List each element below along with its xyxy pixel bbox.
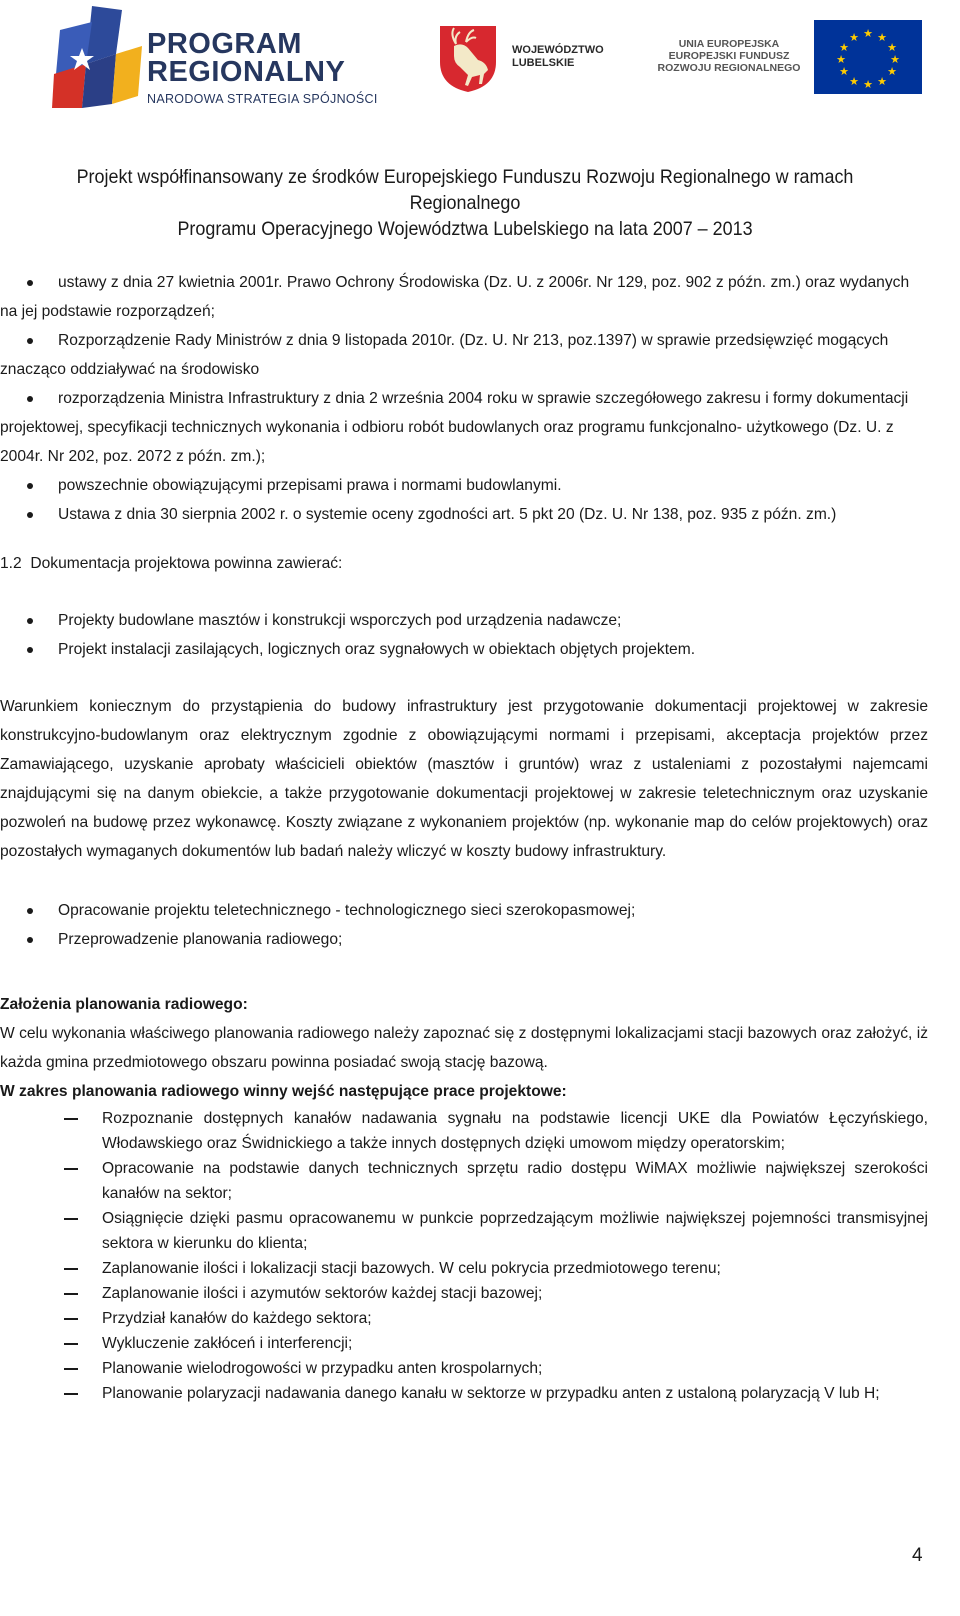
- project-docs-list: [0, 606, 928, 664]
- scope-heading: W zakres planowania radiowego winny wejść następujące prace projektowe:: [0, 1083, 567, 1100]
- bullet-icon: [27, 396, 33, 402]
- list-item: [0, 1306, 928, 1331]
- dash-icon: [64, 1393, 78, 1395]
- dash-icon: [64, 1168, 78, 1170]
- bullet-icon: [27, 280, 33, 286]
- svg-text:★: ★: [863, 27, 873, 40]
- list-item: [0, 268, 928, 326]
- wojewodztwo-lubelskie-logo: [436, 22, 636, 97]
- eu-flag-icon: [814, 20, 922, 94]
- svg-text:★: ★: [887, 65, 897, 78]
- list-item: [0, 1256, 928, 1281]
- bullet-icon: [27, 647, 33, 653]
- design-tasks-list: [0, 896, 928, 954]
- dash-icon: [64, 1318, 78, 1320]
- svg-text:★: ★: [863, 78, 873, 91]
- svg-text:★: ★: [877, 75, 887, 88]
- svg-text:★: ★: [849, 75, 859, 88]
- list-item: [0, 1381, 928, 1406]
- list-item: [0, 606, 928, 635]
- legal-basis-list: [0, 268, 928, 529]
- list-item: [0, 326, 928, 384]
- list-item-text: Ustawa z dnia 30 sierpnia 2002 r. o systemie oceny zgodności art. 5 pkt 20 (Dz. U. Nr 138, poz. 935 z późn. zm.): [58, 506, 837, 523]
- list-item-text: Osiągnięcie dzięki pasmu opracowanemu w punkcie poprzedzającym możliwie największej pojemności transmisyjnej sektora w kierunku do klienta;: [102, 1210, 928, 1252]
- list-item: [0, 1331, 928, 1356]
- section-heading: 1.2 Dokumentacja projektowa powinna zawierać:: [0, 555, 343, 572]
- svg-text:★: ★: [836, 53, 846, 66]
- region-logo-line2: LUBELSKIE: [512, 57, 575, 69]
- list-item-text: Planowanie polaryzacji nadawania danego kanału w sektorze w przypadku anten z ustaloną polaryzacją V lub H;: [102, 1385, 880, 1402]
- bullet-icon: [27, 618, 33, 624]
- dash-icon: [64, 1268, 78, 1270]
- program-regionalny-logo: [52, 4, 382, 110]
- region-logo-line1: WOJEWÓDZTWO: [512, 44, 604, 56]
- svg-text:★: ★: [890, 53, 900, 66]
- list-item: [0, 471, 928, 500]
- bullet-icon: [27, 483, 33, 489]
- list-item-text: Rozpoznanie dostępnych kanałów nadawania sygnału na podstawie licencji UKE dla Powiatów Łęczyńskiego, Włodawskiego oraz Świdnickiego a także innych dostępnych dzięki umowom między operatorskim;: [102, 1110, 928, 1152]
- svg-text:★: ★: [877, 31, 887, 44]
- lublin-deer-shield-icon: [436, 22, 500, 94]
- program-regionalny-emblem-icon: [52, 4, 144, 110]
- list-item: [0, 500, 928, 529]
- list-item: [0, 635, 928, 664]
- document-body: [0, 268, 928, 1406]
- page-number: 4: [912, 1545, 923, 1566]
- list-item: [0, 1106, 928, 1156]
- program-logo-line1: PROGRAM: [147, 28, 302, 60]
- list-item-text: Rozporządzenie Rady Ministrów z dnia 9 listopada 2010r. (Dz. U. Nr 213, poz.1397) w sprawie przedsięwzięć mogących znacząco oddziaływać na środowisko: [0, 332, 889, 378]
- program-logo-tagline: NARODOWA STRATEGIA SPÓJNOŚCI: [147, 92, 378, 106]
- svg-text:★: ★: [839, 41, 849, 54]
- cofinancing-line1: Projekt współfinansowany ze środków Europejskiego Funduszu Rozwoju Regionalnego w ramach Regionalnego: [76, 166, 854, 214]
- scope-list: [0, 1106, 928, 1406]
- list-item-text: Przydział kanałów do każdego sektora;: [102, 1310, 372, 1327]
- svg-text:★: ★: [839, 65, 849, 78]
- svg-text:★: ★: [887, 41, 897, 54]
- conditions-paragraph: Warunkiem koniecznym do przystąpienia do budowy infrastruktury jest przygotowanie dokumentacji projektowej w zakresie konstrukcyjno-budowlanym oraz elektrycznym zgodnie z obowiązującymi normami i przepisami, akceptacja projektów przez Zamawiającego, uzyskanie aprobaty właścicieli obiektów (masztów i gruntów) wraz z ustaleniami z pozostałymi najemcami znajdującymi się na danym obiekcie, a także przygotowanie dokumentacji projektowej w zakresie teletechnicznym oraz uzyskanie pozwoleń na budowę przez wykonawcę. Koszty związane z wykonaniem projektów (np. wykonanie map do celów projektowych) oraz pozostałych wymaganych dokumentów lub badań należy wliczyć w koszty budowy infrastruktury.: [0, 698, 928, 860]
- dash-icon: [64, 1218, 78, 1220]
- list-item-text: Projekt instalacji zasilających, logicznych oraz sygnałowych w obiektach objętych projektem.: [58, 641, 696, 658]
- eu-logo-line3: ROZWOJU REGIONALNEGO: [657, 62, 801, 74]
- dash-icon: [64, 1118, 78, 1120]
- list-item-text: Zaplanowanie ilości i lokalizacji stacji bazowych. W celu pokrycia przedmiotowego terenu;: [102, 1260, 721, 1277]
- dash-icon: [64, 1368, 78, 1370]
- program-logo-line2: REGIONALNY: [147, 56, 346, 88]
- eu-logo-line1: UNIA EUROPEJSKA: [678, 38, 780, 50]
- list-item-text: Opracowanie projektu teletechnicznego - technologicznego sieci szerokopasmowej;: [58, 902, 636, 919]
- list-item-text: rozporządzenia Ministra Infrastruktury z dnia 2 września 2004 roku w sprawie szczegółowego zakresu i formy dokumentacji projektowej, specyfikacji technicznych wykonania i odbioru robót budowlanych oraz programu funkcjonalno- użytkowego (Dz. U. z 2004r. Nr 202, poz. 2072 z późn. zm.);: [0, 390, 909, 465]
- svg-text:★: ★: [849, 31, 859, 44]
- list-item: [0, 1281, 928, 1306]
- list-item: [0, 896, 928, 925]
- dash-icon: [64, 1343, 78, 1345]
- list-item-text: Planowanie wielodrogowości w przypadku anten krospolarnych;: [102, 1360, 543, 1377]
- list-item-text: Opracowanie na podstawie danych technicznych sprzętu radio dostępu WiMAX możliwie największej szerokości kanałów na sektor;: [102, 1160, 928, 1202]
- list-item-text: Zaplanowanie ilości i azymutów sektorów każdej stacji bazowej;: [102, 1285, 543, 1302]
- list-item: [0, 1156, 928, 1206]
- header-logos: [0, 0, 960, 120]
- cofinancing-line2: Programu Operacyjnego Województwa Lubelskiego na lata 2007 – 2013: [177, 218, 753, 240]
- assumptions-paragraph: W celu wykonania właściwego planowania radiowego należy zapoznać się z dostępnymi lokalizacjami stacji bazowych oraz założyć, iż każda gmina przedmiotowego obszaru powinna posiadać swoją stację bazową.: [0, 1025, 928, 1071]
- list-item: [0, 925, 928, 954]
- list-item-text: Projekty budowlane masztów i konstrukcji wsporczych pod urządzenia nadawcze;: [58, 612, 622, 629]
- list-item-text: ustawy z dnia 27 kwietnia 2001r. Prawo Ochrony Środowiska (Dz. U. z 2006r. Nr 129, poz. 902 z późn. zm.) oraz wydanych na jej podstawie rozporządzeń;: [0, 274, 910, 320]
- list-item-text: Przeprowadzenie planowania radiowego;: [58, 931, 343, 948]
- list-item: [0, 1356, 928, 1381]
- bullet-icon: [27, 937, 33, 943]
- assumptions-heading: Założenia planowania radiowego:: [0, 996, 248, 1013]
- bullet-icon: [27, 512, 33, 518]
- list-item-text: powszechnie obowiązującymi przepisami prawa i normami budowlanymi.: [58, 477, 562, 494]
- list-item: [0, 1206, 928, 1256]
- bullet-icon: [27, 908, 33, 914]
- cofinancing-note: [37, 164, 893, 242]
- eu-logo-line2: EUROPEJSKI FUNDUSZ: [668, 50, 790, 62]
- list-item: [0, 384, 928, 471]
- list-item-text: Wykluczenie zakłóceń i interferencji;: [102, 1335, 353, 1352]
- bullet-icon: [27, 338, 33, 344]
- dash-icon: [64, 1293, 78, 1295]
- unia-europejska-logo: [650, 20, 930, 100]
